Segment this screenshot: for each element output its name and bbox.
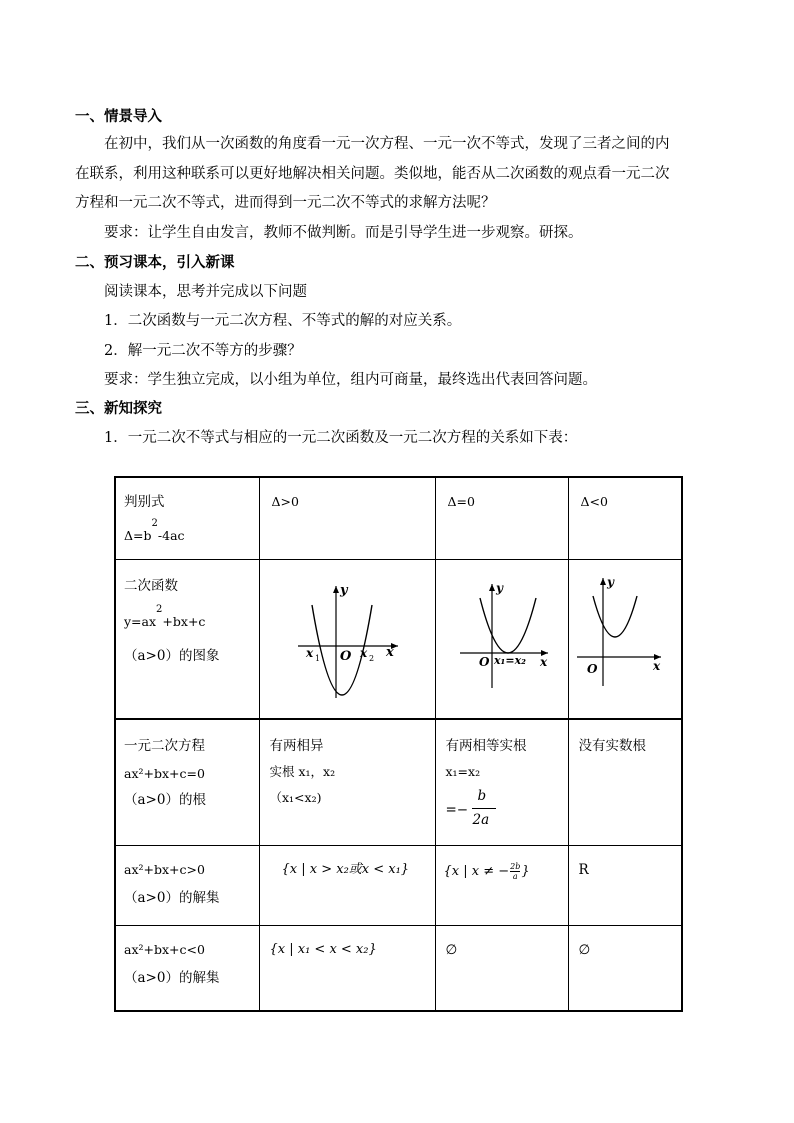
equation-condition: （a>0）的根 [124, 792, 206, 808]
section-1-paragraph-line-3: 方程和一元二次不等式，进而得到一元二次不等式的求解方法呢？ [75, 195, 496, 211]
table-row-graph [115, 559, 682, 719]
delta-zero: Δ=0 [447, 494, 475, 509]
graph-1-y-label: y [339, 582, 348, 598]
inequality-less-label: ax²+bx+c<0 [124, 941, 205, 957]
section-2-question-1: 1．二次函数与一元二次方程、不等式的解的对应关系。 [104, 313, 462, 329]
section-2-question-2: 2．解一元二次不等方的步骤？ [104, 343, 302, 359]
discriminant-label: 判别式 [124, 494, 165, 510]
solution-set-greater-two-roots: {x | x > x₂或x < x₁} [281, 861, 410, 877]
no-real-roots: 没有实数根 [578, 738, 646, 754]
graph-2-x-label: x [539, 654, 547, 669]
section-2-title: 二、预习课本，引入新课 [75, 255, 235, 271]
solution-set-less-two-roots: {x | x₁ < x < x₂} [269, 941, 377, 957]
relationship-table [114, 476, 683, 1012]
section-1-paragraph-line-2: 在联系，利用这种联系可以更好地解决相关问题。类似地，能否从二次函数的观点看一元二次 [75, 166, 670, 182]
root-formula-numerator: b [477, 788, 487, 804]
inequality-greater-condition: （a>0）的解集 [124, 889, 220, 906]
section-1-paragraph-line-1: 在初中，我们从一次函数的角度看一元一次方程、一元一次不等式，发现了三者之间的内 [104, 136, 670, 152]
equation-label: 一元二次方程 [124, 738, 205, 754]
graph-1-x-label: x [385, 644, 394, 660]
table-row-greater-than [115, 845, 682, 925]
graph-2-root-label: x₁=x₂ [493, 653, 526, 667]
root-formula-prefix: =− [445, 802, 469, 818]
two-distinct-roots-line-1: 有两相异 [269, 738, 324, 754]
table-row-equation [115, 719, 682, 845]
section-2-requirement: 要求：学生独立完成，以小组为单位，组内可商量，最终选出代表回答问题。 [104, 372, 597, 388]
graph-1-x2: x [359, 645, 367, 660]
root-formula-denominator: 2a [472, 812, 490, 828]
two-equal-roots-line-2: x₁=x₂ [445, 764, 481, 779]
delta-positive: Δ>0 [271, 494, 299, 509]
inequality-less-condition: （a>0）的解集 [124, 969, 220, 986]
two-distinct-roots-line-3: （x₁<x₂) [269, 790, 322, 805]
graph-1-x1: x [305, 645, 313, 660]
solution-set-greater-one-root: {x | x ≠ − $\frac{2b}{a}$ } [443, 861, 530, 881]
graph-3-origin: O [586, 661, 597, 676]
section-2-intro: 阅读课本，思考并完成以下问题 [104, 284, 307, 300]
graph-condition: （a>0）的图象 [124, 647, 220, 664]
section-1-requirement: 要求：让学生自由发言，教师不做判断。而是引导学生进一步观察。研探。 [104, 225, 583, 241]
solution-set-greater-no-roots: R [578, 861, 589, 878]
two-distinct-roots-line-2: 实根 x₁，x₂ [269, 764, 336, 779]
two-equal-roots-line-1: 有两相等实根 [445, 738, 527, 754]
graph-two-roots [260, 560, 436, 720]
root-formula-fraction-bar [472, 808, 496, 809]
graph-2-y-label: y [495, 580, 503, 595]
quadratic-function-label: 二次函数 [124, 577, 178, 594]
svg-text:2: 2 [368, 653, 374, 663]
graph-3-y-label: y [606, 574, 614, 589]
graph-one-root [436, 560, 569, 720]
section-1-title: 一、情景导入 [75, 109, 162, 125]
equation-formula: ax²+bx+c=0 [124, 766, 205, 781]
delta-negative: Δ<0 [580, 494, 608, 509]
svg-text:1: 1 [314, 653, 320, 663]
empty-set-one-root: ∅ [445, 941, 458, 958]
quadratic-function-formula: $y=ax^2+bx+c$ [124, 603, 206, 629]
graph-3-x-label: x [652, 658, 660, 673]
table-row-discriminant [115, 477, 682, 559]
discriminant-formula: $\Delta=b^2-4ac$ [124, 518, 185, 543]
graph-2-origin: O [478, 654, 489, 669]
table-row-less-than [115, 925, 682, 1011]
graph-no-roots [569, 560, 683, 720]
empty-set-no-roots: ∅ [578, 941, 591, 958]
section-3-title: 三、新知探究 [75, 401, 162, 417]
section-3-intro: 1．一元二次不等式与相应的一元二次函数及一元二次方程的关系如下表： [104, 430, 578, 446]
inequality-greater-label: ax²+bx+c>0 [124, 861, 205, 877]
graph-1-origin: O [339, 648, 351, 664]
